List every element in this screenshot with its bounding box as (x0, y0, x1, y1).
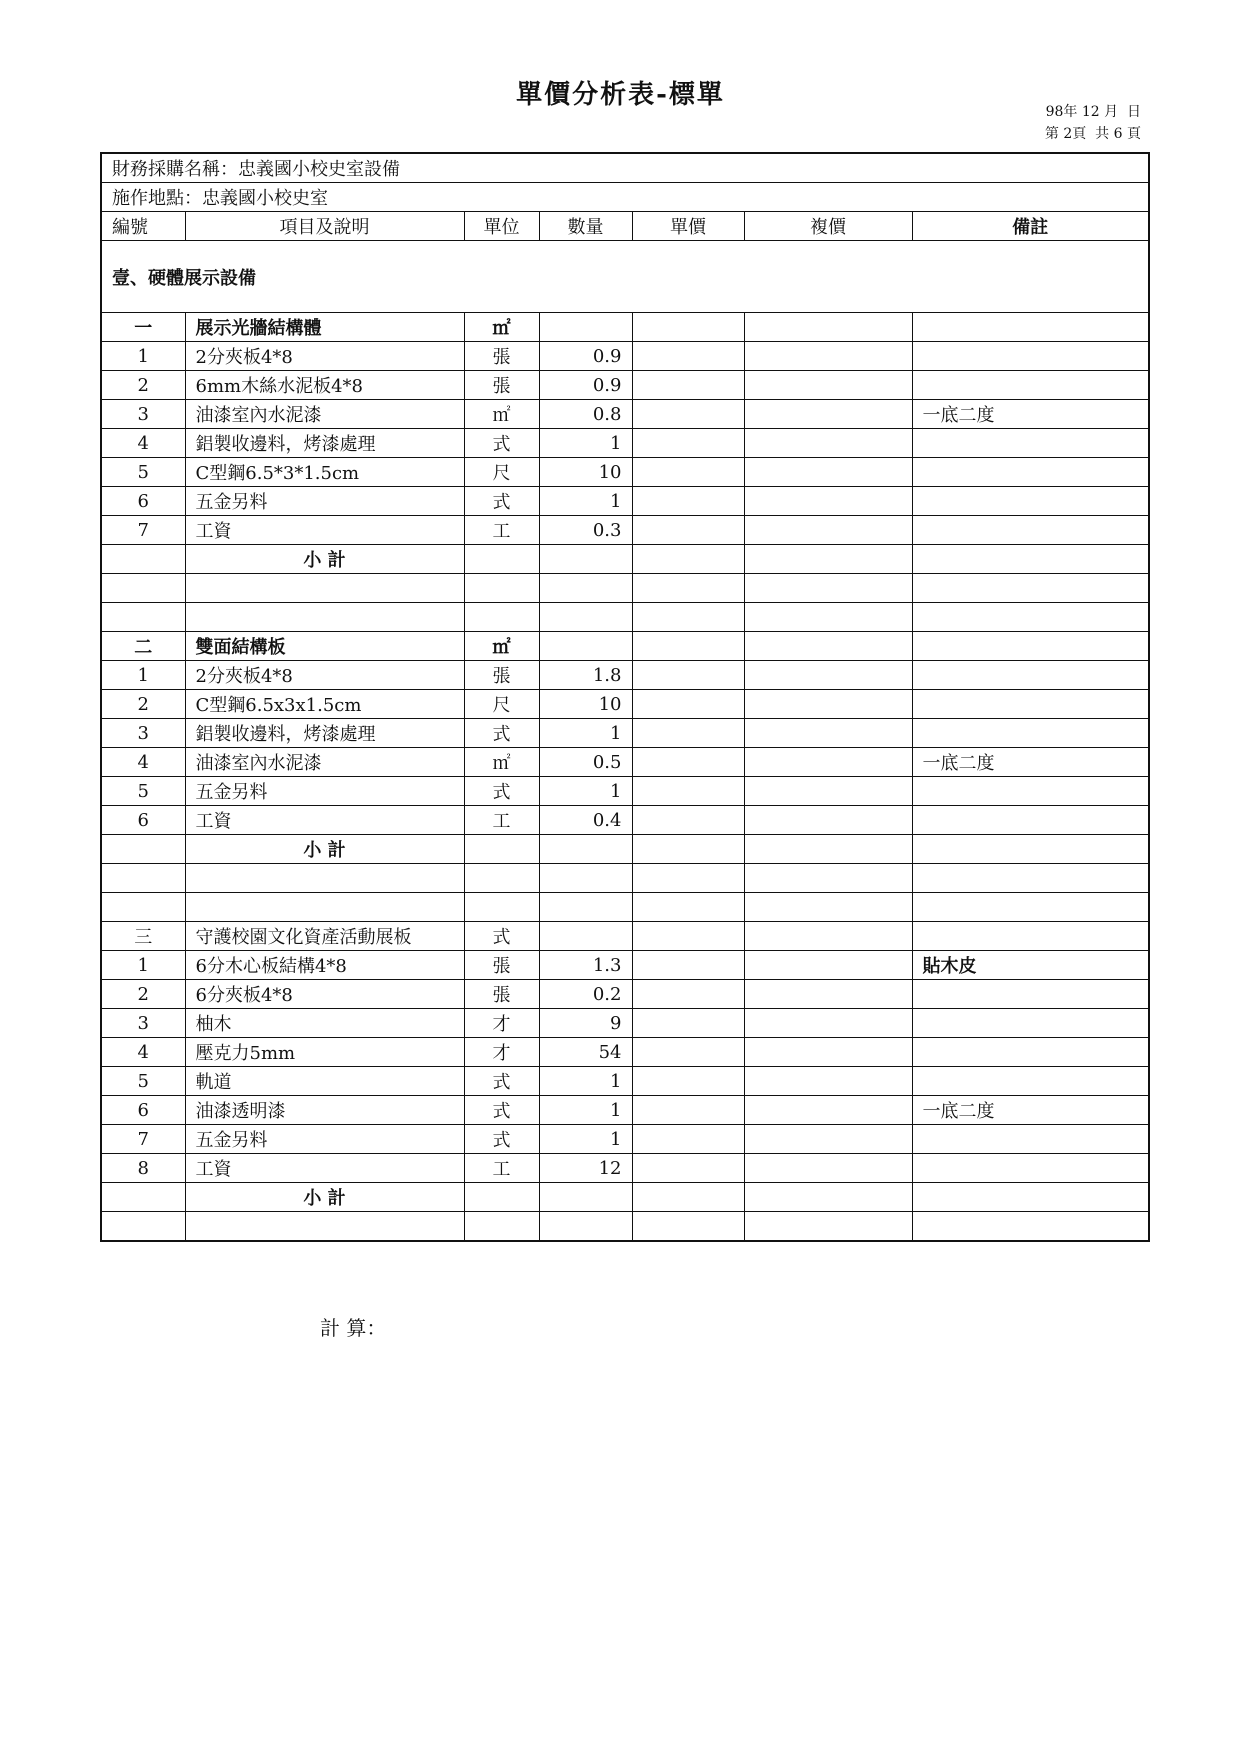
empty-row (101, 1212, 1149, 1242)
item-quantity: 0.9 (539, 342, 632, 371)
item-number: 6 (101, 806, 185, 835)
item-unit: 張 (464, 371, 539, 400)
empty-cell (464, 893, 539, 922)
item-total-price (744, 429, 912, 458)
item-total-price (744, 1125, 912, 1154)
item-unit: 式 (464, 1125, 539, 1154)
document-date: 98年 12 月 日 (1045, 104, 1141, 120)
item-number: 5 (101, 777, 185, 806)
item-quantity: 1.8 (539, 661, 632, 690)
group-qty (539, 922, 632, 951)
item-unit: 才 (464, 1009, 539, 1038)
item-total-price (744, 690, 912, 719)
empty-cell (539, 864, 632, 893)
item-number: 8 (101, 1154, 185, 1183)
item-number: 1 (101, 661, 185, 690)
group-total-price (744, 632, 912, 661)
item-quantity: 0.8 (539, 400, 632, 429)
group-qty (539, 632, 632, 661)
empty-cell (632, 1212, 744, 1242)
item-quantity: 1 (539, 719, 632, 748)
empty-row (101, 864, 1149, 893)
item-description: 2分夾板4*8 (185, 342, 464, 371)
item-quantity: 0.2 (539, 980, 632, 1009)
table-row (101, 487, 1149, 516)
item-unit-price (632, 748, 744, 777)
table-row (101, 719, 1149, 748)
empty-cell (744, 574, 912, 603)
item-description: 工資 (185, 806, 464, 835)
subtotal-row (101, 545, 1149, 574)
item-description: 壓克力5mm (185, 1038, 464, 1067)
item-unit: ㎡ (464, 748, 539, 777)
empty-cell (185, 864, 464, 893)
table-row (101, 806, 1149, 835)
empty-cell (632, 603, 744, 632)
item-number: 4 (101, 429, 185, 458)
item-note: 貼木皮 (912, 951, 1149, 980)
empty-row (101, 603, 1149, 632)
group-number: 一 (101, 313, 185, 342)
item-total-price (744, 980, 912, 1009)
group-unit-price (632, 632, 744, 661)
item-total-price (744, 516, 912, 545)
subtotal-cell (464, 545, 539, 574)
item-unit-price (632, 1125, 744, 1154)
empty-cell (744, 864, 912, 893)
item-unit-price (632, 400, 744, 429)
item-unit-price (632, 1067, 744, 1096)
empty-row (101, 893, 1149, 922)
item-description: 鋁製收邊料，烤漆處理 (185, 429, 464, 458)
item-note (912, 1038, 1149, 1067)
table-row (101, 1009, 1149, 1038)
item-quantity: 9 (539, 1009, 632, 1038)
empty-cell (539, 574, 632, 603)
group-unit: 式 (464, 922, 539, 951)
table-row (101, 516, 1149, 545)
item-quantity: 10 (539, 690, 632, 719)
item-quantity: 12 (539, 1154, 632, 1183)
empty-cell (101, 574, 185, 603)
item-unit-price (632, 371, 744, 400)
subtotal-blank (101, 545, 185, 574)
item-note (912, 1009, 1149, 1038)
table-row (101, 1154, 1149, 1183)
item-number: 3 (101, 719, 185, 748)
item-number: 2 (101, 980, 185, 1009)
item-unit: 式 (464, 1096, 539, 1125)
item-description: 柚木 (185, 1009, 464, 1038)
item-description: 2分夾板4*8 (185, 661, 464, 690)
empty-cell (539, 1212, 632, 1242)
item-unit-price (632, 777, 744, 806)
section-title: 壹、硬體展示設備 (101, 241, 1149, 313)
empty-cell (185, 1212, 464, 1242)
empty-cell (912, 864, 1149, 893)
item-note (912, 516, 1149, 545)
item-unit-price (632, 980, 744, 1009)
table-row (101, 1096, 1149, 1125)
item-description: 6mm木絲水泥板4*8 (185, 371, 464, 400)
item-number: 7 (101, 1125, 185, 1154)
item-number: 7 (101, 516, 185, 545)
item-note: 一底二度 (912, 400, 1149, 429)
item-note (912, 777, 1149, 806)
item-unit: 張 (464, 980, 539, 1009)
item-total-price (744, 342, 912, 371)
group-unit: ㎡ (464, 313, 539, 342)
subtotal-cell (912, 545, 1149, 574)
group-unit-price (632, 313, 744, 342)
item-note (912, 429, 1149, 458)
item-description: 6分夾板4*8 (185, 980, 464, 1009)
item-description: 工資 (185, 1154, 464, 1183)
column-header-remarks: 備註 (912, 212, 1149, 241)
item-quantity: 1 (539, 777, 632, 806)
subtotal-cell (464, 1183, 539, 1212)
item-number: 1 (101, 951, 185, 980)
table-row (101, 1125, 1149, 1154)
item-description: 油漆室內水泥漆 (185, 748, 464, 777)
subtotal-label: 小 計 (185, 835, 464, 864)
subtotal-cell (912, 1183, 1149, 1212)
empty-cell (101, 864, 185, 893)
item-description: 五金另料 (185, 487, 464, 516)
item-description: 五金另料 (185, 1125, 464, 1154)
item-unit-price (632, 1154, 744, 1183)
item-unit-price (632, 487, 744, 516)
empty-cell (632, 893, 744, 922)
table-row (101, 458, 1149, 487)
item-unit: 工 (464, 806, 539, 835)
empty-cell (912, 574, 1149, 603)
item-unit-price (632, 458, 744, 487)
item-total-price (744, 748, 912, 777)
item-note (912, 1067, 1149, 1096)
group-number: 二 (101, 632, 185, 661)
subtotal-cell (632, 1183, 744, 1212)
item-quantity: 1 (539, 1067, 632, 1096)
item-note (912, 690, 1149, 719)
item-unit: 式 (464, 719, 539, 748)
item-total-price (744, 1096, 912, 1125)
item-total-price (744, 1154, 912, 1183)
subtotal-cell (744, 545, 912, 574)
empty-cell (744, 893, 912, 922)
table-row (101, 400, 1149, 429)
group-header-row (101, 632, 1149, 661)
column-header-no: 編號 (101, 212, 185, 241)
item-note (912, 661, 1149, 690)
item-description: 五金另料 (185, 777, 464, 806)
group-qty (539, 313, 632, 342)
group-number: 三 (101, 922, 185, 951)
table-row (101, 1067, 1149, 1096)
group-header-row (101, 313, 1149, 342)
item-unit: 才 (464, 1038, 539, 1067)
subtotal-cell (539, 545, 632, 574)
table-row (101, 951, 1149, 980)
item-quantity: 10 (539, 458, 632, 487)
item-number: 4 (101, 748, 185, 777)
empty-cell (539, 603, 632, 632)
item-number: 6 (101, 487, 185, 516)
item-unit-price (632, 1009, 744, 1038)
item-description: 6分木心板結構4*8 (185, 951, 464, 980)
item-unit: 尺 (464, 458, 539, 487)
item-unit-price (632, 429, 744, 458)
subtotal-label: 小 計 (185, 545, 464, 574)
subtotal-cell (539, 835, 632, 864)
item-description: 油漆室內水泥漆 (185, 400, 464, 429)
item-quantity: 1.3 (539, 951, 632, 980)
column-header-unit: 單位 (464, 212, 539, 241)
group-header-row (101, 922, 1149, 951)
item-number: 1 (101, 342, 185, 371)
item-quantity: 1 (539, 1096, 632, 1125)
subtotal-row (101, 1183, 1149, 1212)
table-row (101, 748, 1149, 777)
empty-cell (632, 864, 744, 893)
item-total-price (744, 719, 912, 748)
item-description: 工資 (185, 516, 464, 545)
item-number: 3 (101, 400, 185, 429)
empty-cell (101, 1212, 185, 1242)
item-note (912, 1154, 1149, 1183)
group-unit-price (632, 922, 744, 951)
item-unit: 張 (464, 661, 539, 690)
item-description: C型鋼6.5x3x1.5cm (185, 690, 464, 719)
item-note (912, 342, 1149, 371)
item-total-price (744, 371, 912, 400)
column-header-item: 項目及說明 (185, 212, 464, 241)
item-unit-price (632, 951, 744, 980)
group-name: 雙面結構板 (185, 632, 464, 661)
item-quantity: 0.4 (539, 806, 632, 835)
subtotal-blank (101, 1183, 185, 1212)
item-number: 4 (101, 1038, 185, 1067)
group-unit: ㎡ (464, 632, 539, 661)
empty-cell (632, 574, 744, 603)
item-number: 6 (101, 1096, 185, 1125)
item-note: 一底二度 (912, 1096, 1149, 1125)
empty-row (101, 574, 1149, 603)
item-total-price (744, 1067, 912, 1096)
item-quantity: 1 (539, 487, 632, 516)
item-note: 一底二度 (912, 748, 1149, 777)
empty-cell (539, 893, 632, 922)
table-row (101, 371, 1149, 400)
item-unit: 工 (464, 1154, 539, 1183)
item-unit: 式 (464, 777, 539, 806)
subtotal-blank (101, 835, 185, 864)
item-note (912, 487, 1149, 516)
item-number: 2 (101, 371, 185, 400)
item-note (912, 458, 1149, 487)
item-quantity: 0.3 (539, 516, 632, 545)
subtotal-label: 小 計 (185, 1183, 464, 1212)
empty-cell (101, 603, 185, 632)
construction-location: 施作地點：忠義國小校史室 (101, 183, 1149, 212)
empty-cell (185, 574, 464, 603)
subtotal-cell (912, 835, 1149, 864)
empty-cell (912, 1212, 1149, 1242)
item-quantity: 0.9 (539, 371, 632, 400)
empty-cell (912, 893, 1149, 922)
item-unit-price (632, 342, 744, 371)
table-row (101, 980, 1149, 1009)
item-unit: 工 (464, 516, 539, 545)
item-number: 3 (101, 1009, 185, 1038)
item-number: 2 (101, 690, 185, 719)
subtotal-cell (632, 545, 744, 574)
item-total-price (744, 458, 912, 487)
item-total-price (744, 951, 912, 980)
table-row (101, 1038, 1149, 1067)
item-unit: ㎡ (464, 400, 539, 429)
item-unit-price (632, 806, 744, 835)
item-description: 軌道 (185, 1067, 464, 1096)
item-unit-price (632, 719, 744, 748)
item-description: 油漆透明漆 (185, 1096, 464, 1125)
column-header-qty: 數量 (539, 212, 632, 241)
item-unit-price (632, 1038, 744, 1067)
table-row (101, 777, 1149, 806)
item-note (912, 719, 1149, 748)
item-unit: 式 (464, 429, 539, 458)
group-total-price (744, 313, 912, 342)
item-note (912, 980, 1149, 1009)
page-number: 第 2頁 共 6 頁 (1044, 126, 1141, 142)
calculation-label: 計 算： (320, 1316, 387, 1340)
item-number: 5 (101, 458, 185, 487)
column-header-row (101, 212, 1149, 241)
empty-cell (744, 1212, 912, 1242)
subtotal-cell (744, 1183, 912, 1212)
item-unit: 張 (464, 951, 539, 980)
unit-price-analysis-table (100, 152, 1150, 1242)
group-name: 守護校園文化資產活動展板 (185, 922, 464, 951)
empty-cell (464, 864, 539, 893)
empty-cell (185, 893, 464, 922)
empty-cell (464, 1212, 539, 1242)
group-note (912, 313, 1149, 342)
item-total-price (744, 487, 912, 516)
table-row (101, 690, 1149, 719)
procurement-name: 財務採購名稱：忠義國小校史室設備 (101, 153, 1149, 183)
item-description: C型鋼6.5*3*1.5cm (185, 458, 464, 487)
empty-cell (744, 603, 912, 632)
item-unit: 式 (464, 1067, 539, 1096)
subtotal-cell (539, 1183, 632, 1212)
item-unit-price (632, 516, 744, 545)
group-note (912, 632, 1149, 661)
item-description: 鋁製收邊料，烤漆處理 (185, 719, 464, 748)
column-header-total-price: 複價 (744, 212, 912, 241)
item-total-price (744, 1038, 912, 1067)
item-total-price (744, 1009, 912, 1038)
page-title: 單價分析表-標單 (516, 80, 725, 110)
empty-cell (464, 603, 539, 632)
subtotal-cell (632, 835, 744, 864)
table-row (101, 342, 1149, 371)
item-quantity: 54 (539, 1038, 632, 1067)
item-unit-price (632, 690, 744, 719)
empty-cell (185, 603, 464, 632)
item-note (912, 371, 1149, 400)
empty-cell (464, 574, 539, 603)
table-row (101, 661, 1149, 690)
subtotal-row (101, 835, 1149, 864)
group-note (912, 922, 1149, 951)
subtotal-cell (744, 835, 912, 864)
item-note (912, 806, 1149, 835)
item-total-price (744, 400, 912, 429)
item-unit: 張 (464, 342, 539, 371)
table-row (101, 429, 1149, 458)
empty-cell (101, 893, 185, 922)
item-quantity: 0.5 (539, 748, 632, 777)
item-total-price (744, 806, 912, 835)
item-quantity: 1 (539, 429, 632, 458)
item-unit: 尺 (464, 690, 539, 719)
subtotal-cell (464, 835, 539, 864)
item-total-price (744, 777, 912, 806)
item-note (912, 1125, 1149, 1154)
column-header-unit-price: 單價 (632, 212, 744, 241)
item-unit-price (632, 1096, 744, 1125)
item-unit-price (632, 661, 744, 690)
item-total-price (744, 661, 912, 690)
empty-cell (912, 603, 1149, 632)
item-quantity: 1 (539, 1125, 632, 1154)
group-name: 展示光牆結構體 (185, 313, 464, 342)
item-unit: 式 (464, 487, 539, 516)
group-total-price (744, 922, 912, 951)
item-number: 5 (101, 1067, 185, 1096)
